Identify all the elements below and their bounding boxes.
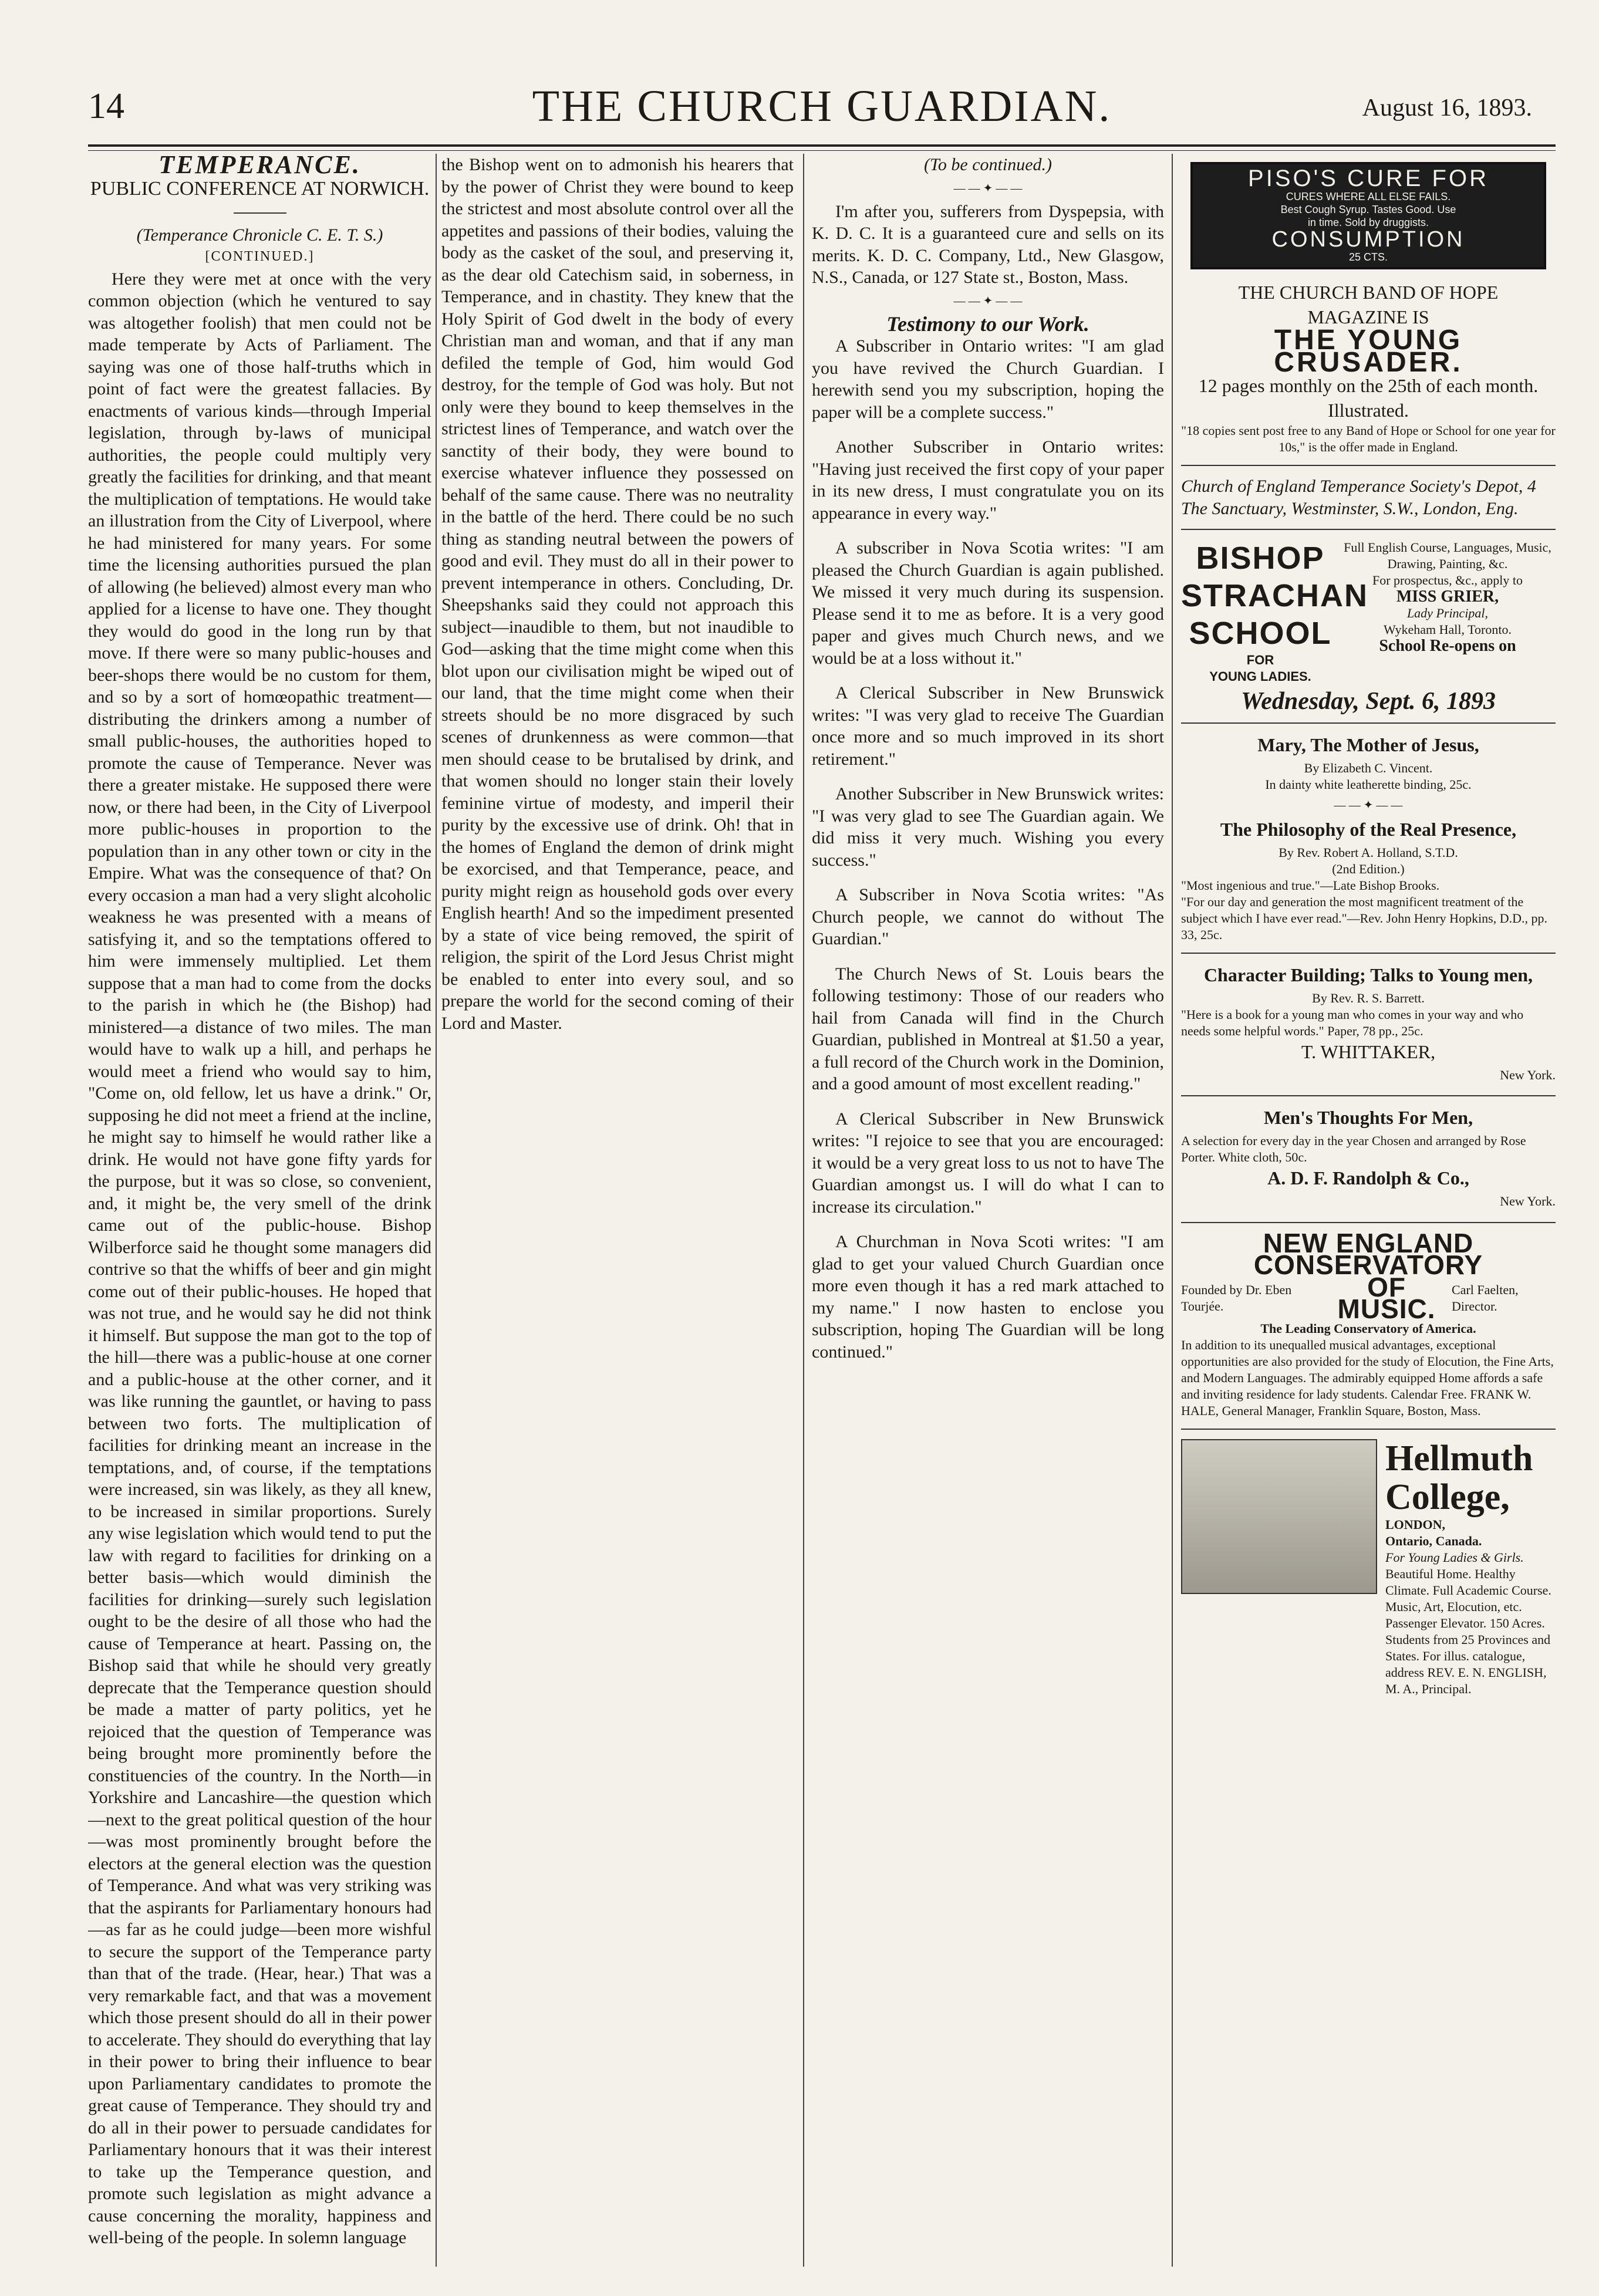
divider (1181, 465, 1556, 466)
book-edition: (2nd Edition.) (1332, 861, 1405, 876)
strachan-date: Wednesday, Sept. 6, 1893 (1241, 688, 1496, 715)
piso-line: Best Cough Syrup. Tastes Good. Use (1280, 203, 1456, 215)
masthead-rule (88, 144, 1556, 151)
column-4-ads (1181, 154, 1556, 2267)
piso-ad (1190, 162, 1546, 269)
book-quote: "For our day and generation the most magnificent treatment of the subject which I have ever read."—Rev. John Henry Hopkins, D.D., pp. 33, 25c. (1181, 894, 1548, 942)
conservatory-director: Carl Faelten, Director. (1452, 1282, 1519, 1314)
strachan-name (1181, 539, 1368, 685)
divider (1181, 1429, 1556, 1430)
book-author: By Rev. R. S. Barrett. (1312, 990, 1425, 1005)
ornament-rule: — — ✦ — — (953, 294, 1023, 308)
testimony-item: A Clerical Subscriber in New Brunswick writes: "I rejoice to see that you are encouraged: it would be a very great loss to us not to have The Guardian amongst us. I will do what I can to increase its circulation." (812, 1109, 1164, 1217)
book-title: Character Building; Talks to Young men, (1203, 964, 1533, 985)
article-body-continued: the Bishop went on to admonish his hearers that by the power of Christ they were bound to keep the strictest and most absolute control over all the appetites and passions of their bodies, valuing the body as the casket of the soul, and preserving it, as the dear old Catechism said, in soberness, in Temperance, and in chastity. They knew that the Holy Spirit of God dwelt in the body of every Christian man and woman, and that if any man defiled the temple of God, him would God destroy, for the temple of God was holy. But not only were they bound to keep themselves in the strictest lines of Temperance, and watch over the sanctity of their body, they were bound to exercise whatever influence they possessed on behalf of the same cause. There was no neutrality in the battle of the herd. There could be no such thing as standing neutral between the powers of good and evil. They must do all in their power to prevent intemperance in others. Concluding, Dr. Sheepshanks said they could not approach this subject—inaudible to them, but not inaudible to God—asking that the time might come when this blot upon our civilisation might be wiped out of our land, that the time might come when their streets should be no more disgraced by such scenes of drunkenness as were common—that men should cease to be brutalised by drink, and that women should no longer stain their lovely feminine virtue of modesty, and imperil their purity by the excessive use of drink. Oh! that in the homes of England the demon of drink might be exorcised, and that Temperance, peace, and purity might reign as household gods over every English hearth! And so the impediment presented by a state of vice being removed, the spirit of religion, the spirit of the Lord Jesus Christ might be enabled to enter into every soul, and so prepare the world for the second coming of their Lord and Master. (441, 155, 794, 1033)
book-quote: "Most ingenious and true."—Late Bishop Brooks. (1181, 877, 1440, 893)
publisher: T. WHITTAKER, (1301, 1041, 1436, 1062)
column-divider (803, 154, 804, 2267)
page-number: 14 (88, 86, 124, 126)
band-line: THE CHURCH BAND OF HOPE (1238, 282, 1499, 303)
paper-title: THE CHURCH GUARDIAN. (532, 82, 1112, 131)
college-engraving-image (1181, 1439, 1377, 1594)
section-title: TEMPERANCE. (158, 154, 361, 179)
testimony-item: Another Subscriber in New Brunswick writes: "I was very glad to see The Guardian again. We did miss it very much. Wishing you every success." (812, 784, 1164, 870)
band-line: MAGAZINE IS (1307, 306, 1429, 327)
ornament-rule: — — ✦ — — (1334, 798, 1403, 812)
testimony-item: A Clerical Subscriber in New Brunswick writes: "I was very glad to receive The Guardian once more and so much improved in its short retirement." (812, 683, 1164, 769)
hellmuth-city: LONDON, (1385, 1517, 1446, 1532)
column-2 (441, 154, 794, 2267)
piso-line: CURES WHERE ALL ELSE FAILS. (1286, 190, 1451, 202)
testimony-list (812, 335, 1164, 1363)
hellmuth-audience: For Young Ladies & Girls. (1385, 1549, 1524, 1565)
divider (1181, 1222, 1556, 1223)
article-body: Here they were met at once with the very common objection (which he ventured to say was altogether foolish) that men could not be made temperate by Acts of Parliament. The saying was one of those half-truths which in point of fact were the greatest fallacies. By enactments of various kinds—through Imperial legislation, through by-laws of municipal authorities, the people could multiply very greatly the facilities for drinking, and that meant the multiplication of temptations. He would take an illustration from the City of Liverpool, where he had ministered for many years. For some time the licensing authorities pursued the plan of allowing (he believed) almost every man who applied for a license to have one. They thought they would do good in the long run by that move. If there were so many public-houses and beer-shops there would be no custom for them, and so by a sort of homœopathic treatment—distributing the drinkers among a number of small public-houses, the authorities hoped to promote the cause of Temperance. Never was there a greater mistake. He supposed there were now, or there had been, in the City of Liverpool more public-houses in proportion to the population than in any other town or city in the Empire. What was the consequence of that? On every occasion a man had a very slight alcoholic weakness he was presented with a means of satisfying it, and so the temptations offered to him were immensely multiplied. Let them suppose that a man had to come from the docks to the parish in which he (the Bishop) had ministered—a distance of two miles. The man would have to walk up a hill, and perhaps he would meet a friend who would say to him, "Come on, old fellow, let us have a drink." Or, supposing he did not meet a friend at the incline, he might say to himself he would rather like a drink. He would not have gone fifty yards for the purpose, but it was so close, so convenient, and, it might be, the very smell of the drink came out of the public-house. Bishop Wilberforce said he thought some managers did contrive so that the whiffs of beer and gin might come out of their public-houses. He hoped that was not true, and he would say he did not think it himself. But suppose the man got to the top of the hill—there was a public-house at one corner and a public-house at the other corner, and it was like running the gauntlet, or having to pass between two forts. The multiplication of facilities for drinking meant an increase in the temptations, and, of course, if the temptations were increased, sin was likely, as they all knew, to be increased in similar proportions. Surely any wise legislation which would tend to put the law with regard to facilities for drinking on a better basis—which would diminish the facilities for drinking—surely such legislation ought to be the desire of all those who had the cause of Temperance at heart. Passing on, the Bishop said that while he should very greatly deprecate that the Temperance question should be made a matter of party politics, yet he rejoiced that the question of Temperance was being brought more prominently before the constituencies of the country. In the North—in Yorkshire and Lancashire—the question which—next to the great political question of the hour—was most prominently brought before the electors at the general election was the question of Temperance. And what was very striking was that the aspirants for Parliamentary honours had—as far as he could judge—been more wishful to secure the support of the Temperance party than that of the trade. (Hear, hear.) That was a very remarkable fact, and that was a movement which those present should do all in their power to accelerate. They should do everything that lay in their power to bring their influence to bear upon Parliamentary candidates to promote the great cause of Temperance. They should try and do all in their power to persuade candidates for Parliamentary honours that it was their interest to take up the Temperance question, and promote such legislation as might advance a cause concerning the morality, happiness and well-being of the people. In solemn language (88, 269, 431, 2247)
divider (1181, 529, 1556, 530)
column-divider (436, 154, 437, 2267)
piso-price: 25 CTS. (1348, 251, 1388, 263)
article-source: (Temperance Chronicle C. E. T. S.) (136, 225, 383, 245)
ornament-rule: — — ✦ — — (953, 181, 1023, 195)
book-author: By Rev. Robert A. Holland, S.T.D. (1278, 845, 1458, 860)
publisher: A. D. F. Randolph & Co., (1267, 1167, 1469, 1188)
piso-headline: PISO'S CURE FOR (1248, 166, 1489, 191)
testimony-item: A Churchman in Nova Scoti writes: "I am glad to get your valued Church Guardian once more even though it has a red mark attached to my name." I now hasten to enclose you subscription, hoping The Guardian will be long continued." (812, 1232, 1164, 1362)
strachan-title: Lady Principal, (1406, 606, 1489, 620)
column-divider (1172, 154, 1173, 2267)
masthead (88, 81, 1556, 140)
hellmuth-details: Beautiful Home. Healthy Climate. Full Academic Course. Music, Art, Elocution, etc. Passenger Elevator. 150 Acres. Students from 25 Provinces and States. For illus. catalogue, address REV. E. N. ENGLISH, M. A., Principal. (1385, 1566, 1551, 1696)
book-quote: "Here is a book for a young man who comes in your way and who needs some helpful words." Paper, 78 pp., 25c. (1181, 1007, 1524, 1038)
strachan-name-line: SCHOOL (1189, 616, 1332, 651)
strachan-name-line: BISHOP (1196, 541, 1325, 576)
testimony-item: Another Subscriber in Ontario writes: "Having just received the first copy of your paper in its new dress, I must congratulate you on its appearance in every way." (812, 437, 1164, 523)
to-be-continued: (To be continued.) (923, 155, 1052, 174)
book-author: By Elizabeth C. Vincent. (1304, 760, 1433, 775)
issue-date: August 16, 1893. (1362, 94, 1532, 121)
publisher-city: New York. (1500, 1067, 1556, 1082)
book-title: Mary, The Mother of Jesus, (1257, 734, 1479, 755)
conservatory-music: OF MUSIC. (1337, 1271, 1436, 1324)
conservatory-founder: Founded by Dr. Eben Tourjée. (1181, 1282, 1292, 1314)
strachan-name-line: STRACHAN (1181, 578, 1368, 613)
book-description: A selection for every day in the year Chosen and arranged by Rose Porter. White cloth, 50c. (1181, 1133, 1526, 1164)
testimony-item: A Subscriber in Nova Scotia writes: "As Church people, we cannot do without The Guardian." (812, 885, 1164, 948)
column-3 (812, 154, 1164, 2267)
hellmuth-text (1377, 1439, 1556, 1697)
conservatory-ad (1181, 1227, 1556, 1419)
conservatory-title: NEW ENGLAND CONSERVATORY (1253, 1227, 1483, 1280)
strachan-hall: Wykeham Hall, Toronto. (1384, 622, 1512, 637)
piso-footer: CONSUMPTION (1271, 227, 1465, 252)
piso-line: in time. Sold by druggists. (1307, 216, 1429, 228)
strachan-contact: MISS GRIER, (1396, 587, 1499, 606)
strachan-prospectus: For prospectus, &c., apply to (1372, 573, 1523, 587)
testimony-item: A Subscriber in Ontario writes: "I am glad you have revived the Church Guardian. I herewith send you my subscription, hoping the paper will be a complete success." (812, 336, 1164, 422)
band-depot: Church of England Temperance Society's Depot, 4 The Sanctuary, Westminster, S.W., London, Eng. (1181, 477, 1536, 518)
book-title: Men's Thoughts For Men, (1263, 1107, 1473, 1128)
strachan-reopens: School Re-opens on (1379, 637, 1516, 655)
publisher-city: New York. (1500, 1194, 1556, 1208)
philosophy-book-ad (1181, 818, 1556, 943)
hellmuth-province: Ontario, Canada. (1385, 1533, 1482, 1548)
continued-label: [CONTINUED.] (205, 249, 315, 264)
column-1 (88, 154, 431, 2267)
young-crusader-headline: THE YOUNG CRUSADER. (1274, 325, 1463, 378)
character-book-ad (1181, 963, 1556, 1086)
band-of-hope-ad (1181, 280, 1556, 519)
article-title: PUBLIC CONFERENCE AT NORWICH. (90, 177, 430, 200)
hellmuth-title: Hellmuth College, (1385, 1438, 1533, 1517)
hellmuth-ad (1181, 1439, 1556, 1697)
strachan-course: Full English Course, Languages, Music, Drawing, Painting, &c. (1344, 540, 1551, 571)
conservatory-body: In addition to its unequalled musical advantages, exceptional opportunities are also provided for the study of Elocution, the Fine Arts, and Modern Languages. The admirably equipped Home affords a safe and inviting residence for lady students. Calendar Free. FRANK W. HALE, General Manager, Franklin Square, Boston, Mass. (1181, 1337, 1554, 1418)
kdc-notice: I'm after you, sufferers from Dyspepsia, with K. D. C. It is a guaranteed cure and sells on its merits. K. D. C. Company, Ltd., New Glasgow, N.S., Canada, or 127 State st., Boston, Mass. (812, 201, 1164, 287)
book-title: The Philosophy of the Real Presence, (1220, 818, 1517, 840)
testimony-item: The Church News of St. Louis bears the following testimony: Those of our readers who hail from Canada will find in the Church Guardian, published in Montreal at $1.50 a year, a full record of the Church work in the Dominion, and a good amount of most excellent reading." (812, 964, 1164, 1093)
book-binding: In dainty white leatherette binding, 25c. (1265, 776, 1472, 792)
band-pages: 12 pages monthly on the 25th of each month. Illustrated. (1198, 375, 1539, 421)
divider (234, 212, 286, 214)
divider (1181, 953, 1556, 954)
strachan-school-ad (1181, 539, 1556, 685)
divider (1181, 1095, 1556, 1096)
strachan-for: FOR (1246, 653, 1274, 667)
conservatory-header (1181, 1271, 1556, 1324)
strachan-details (1340, 539, 1556, 654)
conservatory-tagline: The Leading Conservatory of America. (1260, 1321, 1476, 1336)
testimony-item: A subscriber in Nova Scotia writes: "I am pleased the Church Guardian is again published. We missed it very much during its suspension. Please send it to me as before. It is a very good paper and gives much Church news, and we would be at a loss without it." (812, 538, 1164, 668)
mary-book-ad (1181, 733, 1556, 793)
testimony-title: Testimony to our Work. (886, 312, 1089, 336)
band-copies: "18 copies sent post free to any Band of Hope or School for one year for 10s," is the offer made in England. (1181, 423, 1556, 454)
strachan-young-ladies: YOUNG LADIES. (1209, 669, 1311, 684)
mens-thoughts-ad (1181, 1106, 1556, 1213)
divider (1181, 722, 1556, 724)
